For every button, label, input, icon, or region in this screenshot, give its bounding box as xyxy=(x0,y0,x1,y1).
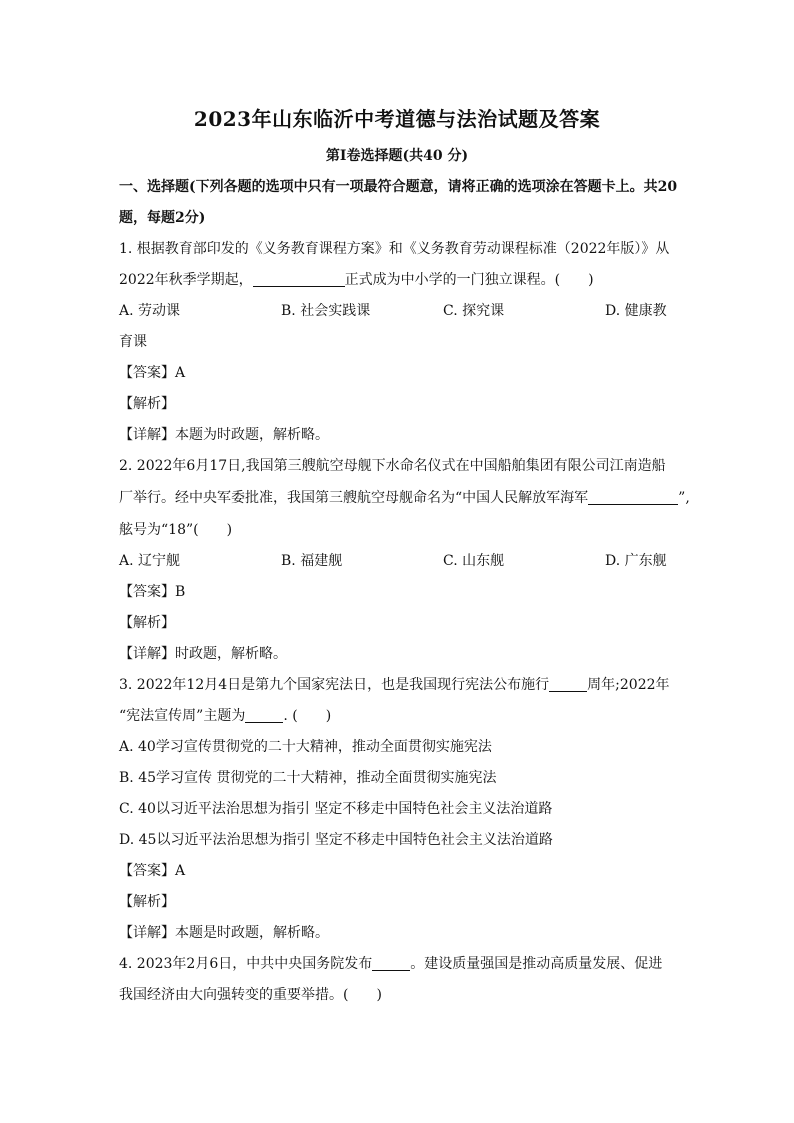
q2-detail: 【详解】时政题，解析略。 xyxy=(119,646,287,662)
q1-detail: 【详解】本题为时政题，解析略。 xyxy=(119,427,329,443)
q1-analysis-heading: 【解析】 xyxy=(119,396,175,412)
q3-detail: 【详解】本题是时政题，解析略。 xyxy=(119,925,329,941)
q3-answer: 【答案】A xyxy=(119,863,186,879)
q2-options xyxy=(119,546,675,577)
q1-option-b: B. 社会实践课 xyxy=(281,303,371,319)
q2-option-b: B. 福建舰 xyxy=(281,553,343,569)
q2-option-d: D. 广东舰 xyxy=(605,553,667,569)
q3-option-d: D. 45以习近平法治思想为指引 坚定不移走中国特色社会主义法治道路 xyxy=(119,832,553,848)
q3-stem-line2 xyxy=(119,701,675,732)
q1-stem-text-post: 正式成为中小学的一门独立课程。( ) xyxy=(344,272,594,288)
q1-answer: 【答案】A xyxy=(119,365,186,381)
q2-answer: 【答案】B xyxy=(119,584,186,600)
q1-option-a: A. 劳动课 xyxy=(119,303,181,319)
q1-stem-line2 xyxy=(119,265,675,296)
q2-stem-line3: 舷号为“18”( ) xyxy=(119,522,233,538)
q3-analysis-heading: 【解析】 xyxy=(119,894,175,910)
q4-stem-text-pre: 4. 2023年2月6日，中共中央国务院发布 xyxy=(119,956,373,972)
q4-fill-blank xyxy=(372,954,410,971)
q2-option-c: C. 山东舰 xyxy=(443,553,505,569)
q2-analysis-heading: 【解析】 xyxy=(119,615,175,631)
q1-option-c: C. 探究课 xyxy=(443,303,505,319)
q1-stem-line1: 1. 根据教育部印发的《义务教育课程方案》和《义务教育劳动课程标准（2022年版）》从 xyxy=(119,241,670,257)
q2-stem-line2 xyxy=(119,482,690,515)
q2-stem-line1: 2. 2022年6月17日,我国第三艘航空母舰下水命名仪式在中国船舶集团有限公司江南造船 xyxy=(119,458,666,474)
q2-stem-text-post: ”, xyxy=(678,490,690,506)
q1-option-d: D. 健康教 xyxy=(605,303,667,319)
q1-option-d-continued: 育课 xyxy=(119,334,147,350)
q1-fill-blank xyxy=(253,270,345,287)
document-title: 2023年山东临沂中考道德与法治试题及答案 xyxy=(193,107,601,131)
document-body xyxy=(119,172,690,1011)
q3-stem-text-mid: 周年;2022年 xyxy=(587,677,670,693)
q4-stem-text-post: 。建设质量强国是推动高质量发展、促进 xyxy=(410,956,663,972)
q2-fill-blank xyxy=(588,488,678,505)
q1-stem-text-pre: 2022年秋季学期起， xyxy=(119,272,253,288)
section-heading-line1: 一、选择题(下列各题的选项中只有一项最符合题意，请将正确的选项涂在答题卡上。共20 xyxy=(119,179,678,195)
q4-stem-line2: 我国经济由大向强转变的重要举措。( ) xyxy=(119,987,382,1003)
q3-option-c: C. 40以习近平法治思想为指引 坚定不移走中国特色社会主义法治道路 xyxy=(119,801,553,817)
q3-stem-text-pre: 3. 2022年12月4日是第九个国家宪法日，也是我国现行宪法公布施行 xyxy=(119,677,550,693)
section-subtitle: 第Ⅰ卷选择题(共40 分) xyxy=(325,148,469,164)
q3-stem-text-pre2: “宪法宣传周”主题为 xyxy=(119,708,246,724)
q2-stem-text-pre: 厂举行。经中央军委批准，我国第三艘航空母舰命名为“中国人民解放军海军 xyxy=(119,490,589,506)
q2-option-a: A. 辽宁舰 xyxy=(119,553,181,569)
q3-stem-text-post: . ( ) xyxy=(283,708,332,724)
q3-fill-blank-2 xyxy=(245,706,283,723)
q3-option-b: B. 45学习宣传 贯彻党的二十大精神，推动全面贯彻实施宪法 xyxy=(119,770,497,786)
q3-stem-line1 xyxy=(119,670,675,701)
q4-stem-line1 xyxy=(119,949,675,980)
section-heading-line2: 题，每题2分) xyxy=(119,210,206,226)
q3-option-a: A. 40学习宣传贯彻党的二十大精神，推动全面贯彻实施宪法 xyxy=(119,739,492,755)
q1-options xyxy=(119,296,675,327)
q3-fill-blank-1 xyxy=(549,675,587,692)
